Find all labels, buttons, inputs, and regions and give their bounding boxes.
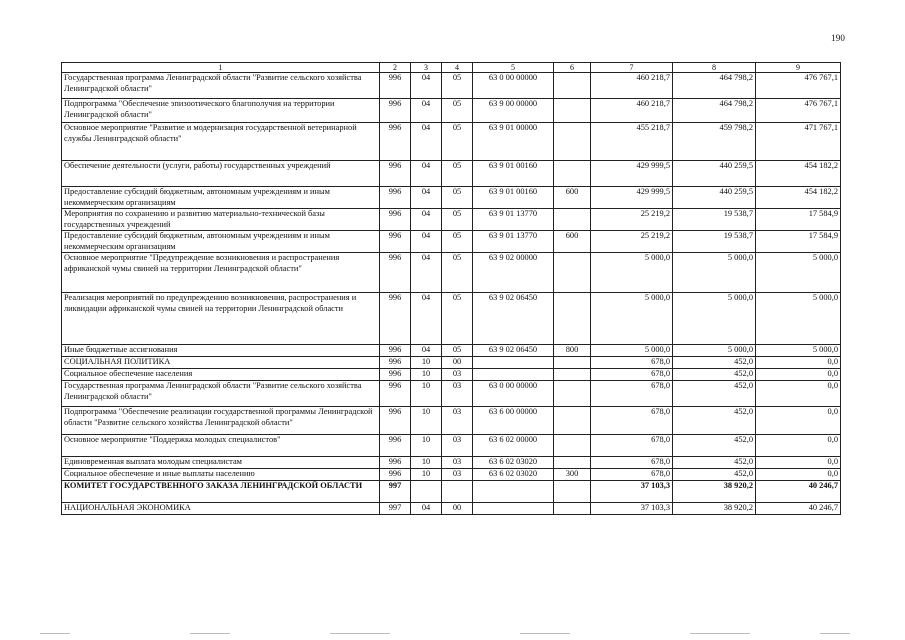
cell-amount-year3: 0,0 [756,457,841,469]
cell-amount-year3: 0,0 [756,369,841,381]
cell-target-article: 63 6 02 03020 [473,469,554,481]
cell-subsection-code: 03 [442,381,473,407]
cell-target-article [473,357,554,369]
cell-amount-year2: 452,0 [673,407,756,435]
table-row [62,481,841,503]
cell-amount-year2: 452,0 [673,469,756,481]
cell-section-code: 10 [411,407,442,435]
cell-ministry-code: 996 [380,161,411,187]
cell-amount-year1: 455 218,7 [591,123,673,161]
table-header-row [62,63,841,73]
column-header: 8 [673,63,756,73]
cell-section-code: 04 [411,231,442,253]
cell-section-code: 04 [411,209,442,231]
row-name: Предоставление субсидий бюджетным, автономным учреждениям и иным некоммерческим организациям [62,187,380,209]
cell-amount-year3: 17 584,9 [756,209,841,231]
cell-subsection-code: 00 [442,357,473,369]
row-name: Социальное обеспечение населения [62,369,380,381]
cell-amount-year2: 440 259,5 [673,187,756,209]
cell-subsection-code [442,481,473,503]
cell-amount-year3: 40 246,7 [756,503,841,515]
table-body [62,73,841,515]
column-header: 4 [442,63,473,73]
cell-amount-year2: 452,0 [673,357,756,369]
cell-amount-year2: 19 538,7 [673,231,756,253]
cell-ministry-code: 996 [380,457,411,469]
cell-expense-type [554,253,591,293]
cell-amount-year2: 464 798,2 [673,99,756,123]
row-name: Государственная программа Ленинградской области "Развитие сельского хозяйства Ленинградской области" [62,381,380,407]
cell-ministry-code: 996 [380,187,411,209]
cell-amount-year1: 25 219,2 [591,209,673,231]
row-name: НАЦИОНАЛЬНАЯ ЭКОНОМИКА [62,503,380,515]
row-name: Основное мероприятие "Развитие и модернизация государственной ветеринарной службы Ленинградской области" [62,123,380,161]
cell-amount-year1: 678,0 [591,407,673,435]
cell-section-code: 04 [411,253,442,293]
cell-subsection-code: 05 [442,99,473,123]
cell-expense-type [554,357,591,369]
cell-target-article: 63 6 02 00000 [473,435,554,457]
cell-section-code: 04 [411,345,442,357]
column-header: 2 [380,63,411,73]
table-row [62,407,841,435]
cell-section-code: 04 [411,293,442,345]
cell-subsection-code: 03 [442,469,473,481]
row-name: Социальное обеспечение и иные выплаты населению [62,469,380,481]
cell-amount-year1: 678,0 [591,369,673,381]
table-row [62,345,841,357]
cell-amount-year1: 5 000,0 [591,253,673,293]
table-row [62,435,841,457]
cell-section-code: 10 [411,435,442,457]
cell-amount-year1: 429 999,5 [591,161,673,187]
cell-section-code: 04 [411,187,442,209]
column-header: 9 [756,63,841,73]
column-header: 6 [554,63,591,73]
cell-expense-type [554,381,591,407]
table-row [62,469,841,481]
cell-amount-year1: 678,0 [591,469,673,481]
cell-target-article: 63 9 00 00000 [473,99,554,123]
cell-expense-type: 800 [554,345,591,357]
cell-amount-year2: 452,0 [673,381,756,407]
cell-amount-year2: 19 538,7 [673,209,756,231]
cell-amount-year2: 5 000,0 [673,345,756,357]
cell-expense-type: 600 [554,187,591,209]
table-row [62,503,841,515]
cell-subsection-code: 03 [442,435,473,457]
cell-subsection-code: 05 [442,345,473,357]
cell-amount-year1: 5 000,0 [591,345,673,357]
cell-expense-type [554,369,591,381]
cell-target-article [473,481,554,503]
cell-amount-year3: 471 767,1 [756,123,841,161]
row-name: Предоставление субсидий бюджетным, автономным учреждениям и иным некоммерческим организациям [62,231,380,253]
cell-section-code: 04 [411,503,442,515]
cell-amount-year2: 459 798,2 [673,123,756,161]
cell-amount-year2: 452,0 [673,457,756,469]
cell-section-code: 04 [411,99,442,123]
cell-subsection-code: 00 [442,503,473,515]
cell-ministry-code: 996 [380,345,411,357]
table-row [62,209,841,231]
cell-expense-type [554,481,591,503]
cell-ministry-code: 996 [380,381,411,407]
row-name: Подпрограмма "Обеспечение эпизоотического благополучия на территории Ленинградской области" [62,99,380,123]
cell-target-article: 63 9 01 13770 [473,209,554,231]
cell-subsection-code: 05 [442,123,473,161]
cell-target-article: 63 9 01 00160 [473,161,554,187]
cell-section-code: 04 [411,123,442,161]
cell-amount-year1: 37 103,3 [591,503,673,515]
cell-amount-year3: 0,0 [756,435,841,457]
cell-amount-year1: 460 218,7 [591,99,673,123]
table-row [62,123,841,161]
cell-ministry-code: 996 [380,99,411,123]
cell-ministry-code: 996 [380,357,411,369]
cell-amount-year2: 5 000,0 [673,253,756,293]
cell-section-code: 04 [411,161,442,187]
column-header: 7 [591,63,673,73]
cell-expense-type [554,161,591,187]
cell-amount-year3: 454 182,2 [756,187,841,209]
cell-amount-year1: 5 000,0 [591,293,673,345]
scan-margin-mark [330,633,390,634]
column-header: 5 [473,63,554,73]
row-name: Реализация мероприятий по предупреждению возникновения, распространения и ликвидации африканской чумы свиней на территории Ленинградской области [62,293,380,345]
scan-margin-mark [190,633,230,634]
cell-amount-year1: 460 218,7 [591,73,673,99]
cell-target-article [473,503,554,515]
table-row [62,293,841,345]
cell-target-article: 63 9 01 13770 [473,231,554,253]
row-name: Государственная программа Ленинградской области "Развитие сельского хозяйства Ленинградской области" [62,73,380,99]
cell-target-article: 63 9 01 00000 [473,123,554,161]
table-row [62,253,841,293]
cell-target-article: 63 0 00 00000 [473,381,554,407]
row-name: Основное мероприятие "Предупреждение возникновения и распространения африканской чумы свиней на территории Ленинградской области" [62,253,380,293]
cell-ministry-code: 996 [380,231,411,253]
cell-section-code: 10 [411,381,442,407]
cell-target-article: 63 6 02 03020 [473,457,554,469]
cell-amount-year3: 476 767,1 [756,73,841,99]
cell-ministry-code: 996 [380,209,411,231]
cell-target-article: 63 9 01 00160 [473,187,554,209]
table-row [62,231,841,253]
cell-expense-type [554,73,591,99]
table-row [62,381,841,407]
cell-amount-year3: 0,0 [756,357,841,369]
cell-amount-year3: 0,0 [756,407,841,435]
cell-amount-year3: 5 000,0 [756,293,841,345]
cell-subsection-code: 05 [442,293,473,345]
cell-expense-type [554,457,591,469]
cell-expense-type: 300 [554,469,591,481]
cell-amount-year3: 0,0 [756,469,841,481]
cell-expense-type [554,293,591,345]
scan-margin-mark [820,633,850,634]
cell-amount-year3: 454 182,2 [756,161,841,187]
cell-subsection-code: 05 [442,231,473,253]
cell-amount-year2: 5 000,0 [673,293,756,345]
cell-subsection-code: 05 [442,161,473,187]
row-name: СОЦИАЛЬНАЯ ПОЛИТИКА [62,357,380,369]
cell-target-article: 63 0 00 00000 [473,73,554,99]
budget-table [61,62,841,515]
table-row [62,73,841,99]
table-row [62,187,841,209]
row-name: Подпрограмма "Обеспечение реализации государственной программы Ленинградской области "Развитие сельского хозяйства Ленинградской области" [62,407,380,435]
table-row [62,161,841,187]
cell-target-article: 63 9 02 06450 [473,345,554,357]
cell-expense-type [554,407,591,435]
table-row [62,357,841,369]
cell-section-code: 10 [411,357,442,369]
cell-ministry-code: 997 [380,503,411,515]
cell-ministry-code: 997 [380,481,411,503]
cell-expense-type [554,435,591,457]
cell-amount-year2: 38 920,2 [673,481,756,503]
cell-subsection-code: 05 [442,253,473,293]
cell-ministry-code: 996 [380,123,411,161]
scan-margin-mark [40,633,70,634]
cell-amount-year2: 38 920,2 [673,503,756,515]
page-number: 190 [831,33,846,43]
cell-amount-year1: 678,0 [591,457,673,469]
cell-amount-year2: 464 798,2 [673,73,756,99]
cell-ministry-code: 996 [380,435,411,457]
cell-section-code: 04 [411,73,442,99]
cell-subsection-code: 03 [442,407,473,435]
cell-amount-year1: 429 999,5 [591,187,673,209]
cell-amount-year2: 440 259,5 [673,161,756,187]
cell-amount-year3: 476 767,1 [756,99,841,123]
row-name: Основное мероприятие "Поддержка молодых специалистов" [62,435,380,457]
cell-ministry-code: 996 [380,253,411,293]
cell-ministry-code: 996 [380,369,411,381]
row-name: Единовременная выплата молодым специалистам [62,457,380,469]
cell-amount-year3: 17 584,9 [756,231,841,253]
cell-amount-year3: 0,0 [756,381,841,407]
cell-amount-year3: 5 000,0 [756,345,841,357]
table-row [62,369,841,381]
cell-expense-type: 600 [554,231,591,253]
cell-amount-year3: 40 246,7 [756,481,841,503]
scan-margin-mark [690,633,750,634]
cell-ministry-code: 996 [380,469,411,481]
cell-ministry-code: 996 [380,73,411,99]
cell-target-article: 63 9 02 00000 [473,253,554,293]
cell-amount-year1: 37 103,3 [591,481,673,503]
cell-target-article: 63 6 00 00000 [473,407,554,435]
cell-ministry-code: 996 [380,407,411,435]
cell-amount-year1: 25 219,2 [591,231,673,253]
cell-section-code: 10 [411,369,442,381]
column-header: 3 [411,63,442,73]
cell-amount-year2: 452,0 [673,435,756,457]
cell-amount-year1: 678,0 [591,357,673,369]
cell-target-article [473,369,554,381]
cell-amount-year3: 5 000,0 [756,253,841,293]
cell-amount-year1: 678,0 [591,435,673,457]
cell-amount-year1: 678,0 [591,381,673,407]
scan-margin-mark [520,633,570,634]
table-row [62,457,841,469]
cell-subsection-code: 05 [442,209,473,231]
cell-section-code: 10 [411,469,442,481]
cell-subsection-code: 05 [442,73,473,99]
cell-target-article: 63 9 02 06450 [473,293,554,345]
cell-subsection-code: 03 [442,457,473,469]
table-row [62,99,841,123]
cell-expense-type [554,123,591,161]
cell-ministry-code: 996 [380,293,411,345]
cell-amount-year2: 452,0 [673,369,756,381]
cell-section-code [411,481,442,503]
cell-subsection-code: 03 [442,369,473,381]
cell-subsection-code: 05 [442,187,473,209]
row-name: Мероприятия по сохранению и развитию материально-технической базы государственных учреждений [62,209,380,231]
row-name: Обеспечение деятельности (услуги, работы) государственных учреждений [62,161,380,187]
cell-expense-type [554,209,591,231]
row-name: Иные бюджетные ассигнования [62,345,380,357]
row-name: КОМИТЕТ ГОСУДАРСТВЕННОГО ЗАКАЗА ЛЕНИНГРАДСКОЙ ОБЛАСТИ [62,481,380,503]
cell-expense-type [554,503,591,515]
cell-expense-type [554,99,591,123]
column-header: 1 [62,63,380,73]
cell-section-code: 10 [411,457,442,469]
